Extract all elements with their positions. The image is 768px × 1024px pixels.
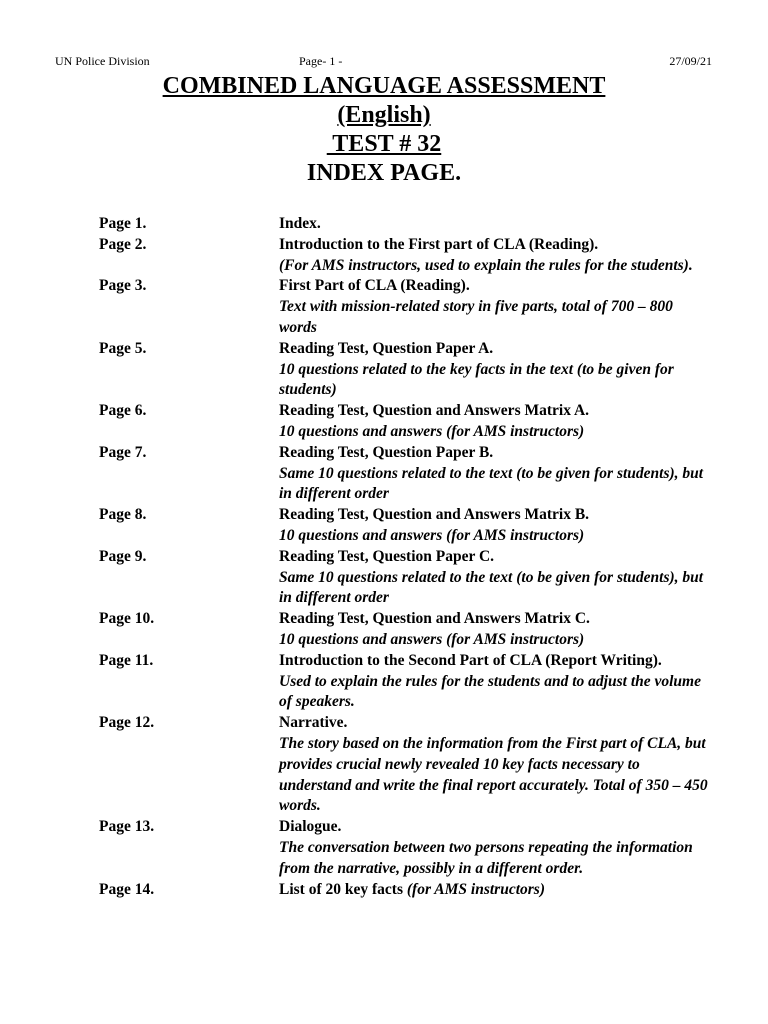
index-entry-note: 10 questions related to the key facts in the text (to be given for students) xyxy=(279,360,674,399)
index-entry-title: Reading Test, Question and Answers Matrix C. xyxy=(279,610,590,628)
index-entry-note: 10 questions and answers (for AMS instructors) xyxy=(279,422,585,440)
index-entry-note: 10 questions and answers (for AMS instructors) xyxy=(279,630,585,648)
index-entry-title: Reading Test, Question Paper C. xyxy=(279,547,495,565)
index-row xyxy=(99,547,709,609)
index-row xyxy=(99,609,709,651)
index-row xyxy=(99,443,709,505)
index-page-label: Page 14. xyxy=(99,880,155,898)
index-entry-note: (for AMS instructors) xyxy=(406,880,545,898)
index-row xyxy=(99,401,709,443)
index-entry-title: Reading Test, Question Paper B. xyxy=(279,443,494,461)
index-page-label: Page 9. xyxy=(99,547,147,565)
index-row xyxy=(99,214,709,235)
index-entry-title: Dialogue. xyxy=(279,818,342,836)
index-row xyxy=(99,505,709,547)
index-row xyxy=(99,713,709,817)
index-row xyxy=(99,276,709,338)
index-entry-note: The story based on the information from the First part of CLA, but provides crucial newly revealed 10 key facts necessary to understand and write the final report accurately. Total of 350 – 450 words. xyxy=(279,734,708,815)
index-entry-note: Used to explain the rules for the students and to adjust the volume of speakers. xyxy=(279,672,701,711)
index-page-label: Page 11. xyxy=(99,651,154,669)
title-line-3: TEST # 32 xyxy=(326,131,442,157)
index-row xyxy=(99,817,709,879)
index-page-label: Page 6. xyxy=(99,402,147,420)
header-organization: UN Police Division xyxy=(55,54,150,68)
index-entry-title: Reading Test, Question Paper A. xyxy=(279,339,494,357)
index-entry-note: Text with mission-related story in five parts, total of 700 – 800 words xyxy=(279,298,673,336)
index-entry-title: Introduction to the First part of CLA (Reading). xyxy=(279,235,599,253)
index-page-label: Page 13. xyxy=(99,818,155,836)
index-entry-title: List of 20 key facts xyxy=(279,880,407,898)
index-entry-title: Narrative. xyxy=(279,714,348,732)
index-entry-title: First Part of CLA (Reading). xyxy=(279,277,470,295)
index-list xyxy=(99,214,709,900)
index-row xyxy=(99,235,709,277)
index-page-label: Page 1. xyxy=(99,215,147,232)
index-entry-title: Reading Test, Question and Answers Matrix A. xyxy=(279,402,590,420)
title-line-1: COMBINED LANGUAGE ASSESSMENT xyxy=(162,73,606,99)
header-date: 27/09/21 xyxy=(669,54,712,68)
index-page-label: Page 5. xyxy=(99,339,147,357)
index-row xyxy=(99,339,709,401)
index-entry-note: 10 questions and answers (for AMS instructors) xyxy=(279,526,585,544)
header-page-number: Page- 1 - xyxy=(299,54,343,68)
index-page-label: Page 2. xyxy=(99,235,147,253)
index-entry-title: Introduction to the Second Part of CLA (Report Writing). xyxy=(279,651,662,669)
index-page-label: Page 12. xyxy=(99,714,155,732)
index-entry-title: Index. xyxy=(279,215,321,232)
index-row xyxy=(99,651,709,713)
index-entry-note: Same 10 questions related to the text (to be given for students), but in different order xyxy=(279,568,704,607)
index-entry-title: Reading Test, Question and Answers Matrix B. xyxy=(279,506,590,524)
index-page-label: Page 7. xyxy=(99,443,147,461)
title-line-2: (English) xyxy=(337,102,431,128)
title-line-4: INDEX PAGE. xyxy=(306,160,462,186)
index-entry-note: The conversation between two persons repeating the information from the narrative, possibly in a different order. xyxy=(279,838,693,877)
index-page-label: Page 8. xyxy=(99,506,147,524)
index-page-label: Page 3. xyxy=(99,277,147,295)
index-page-label: Page 10. xyxy=(99,610,155,628)
page-header xyxy=(55,54,713,70)
document-title xyxy=(0,72,768,188)
index-entry-note: (For AMS instructors, used to explain the rules for the students). xyxy=(279,256,693,274)
index-row xyxy=(99,880,709,901)
index-entry-note: Same 10 questions related to the text (to be given for students), but in different order xyxy=(279,464,704,503)
